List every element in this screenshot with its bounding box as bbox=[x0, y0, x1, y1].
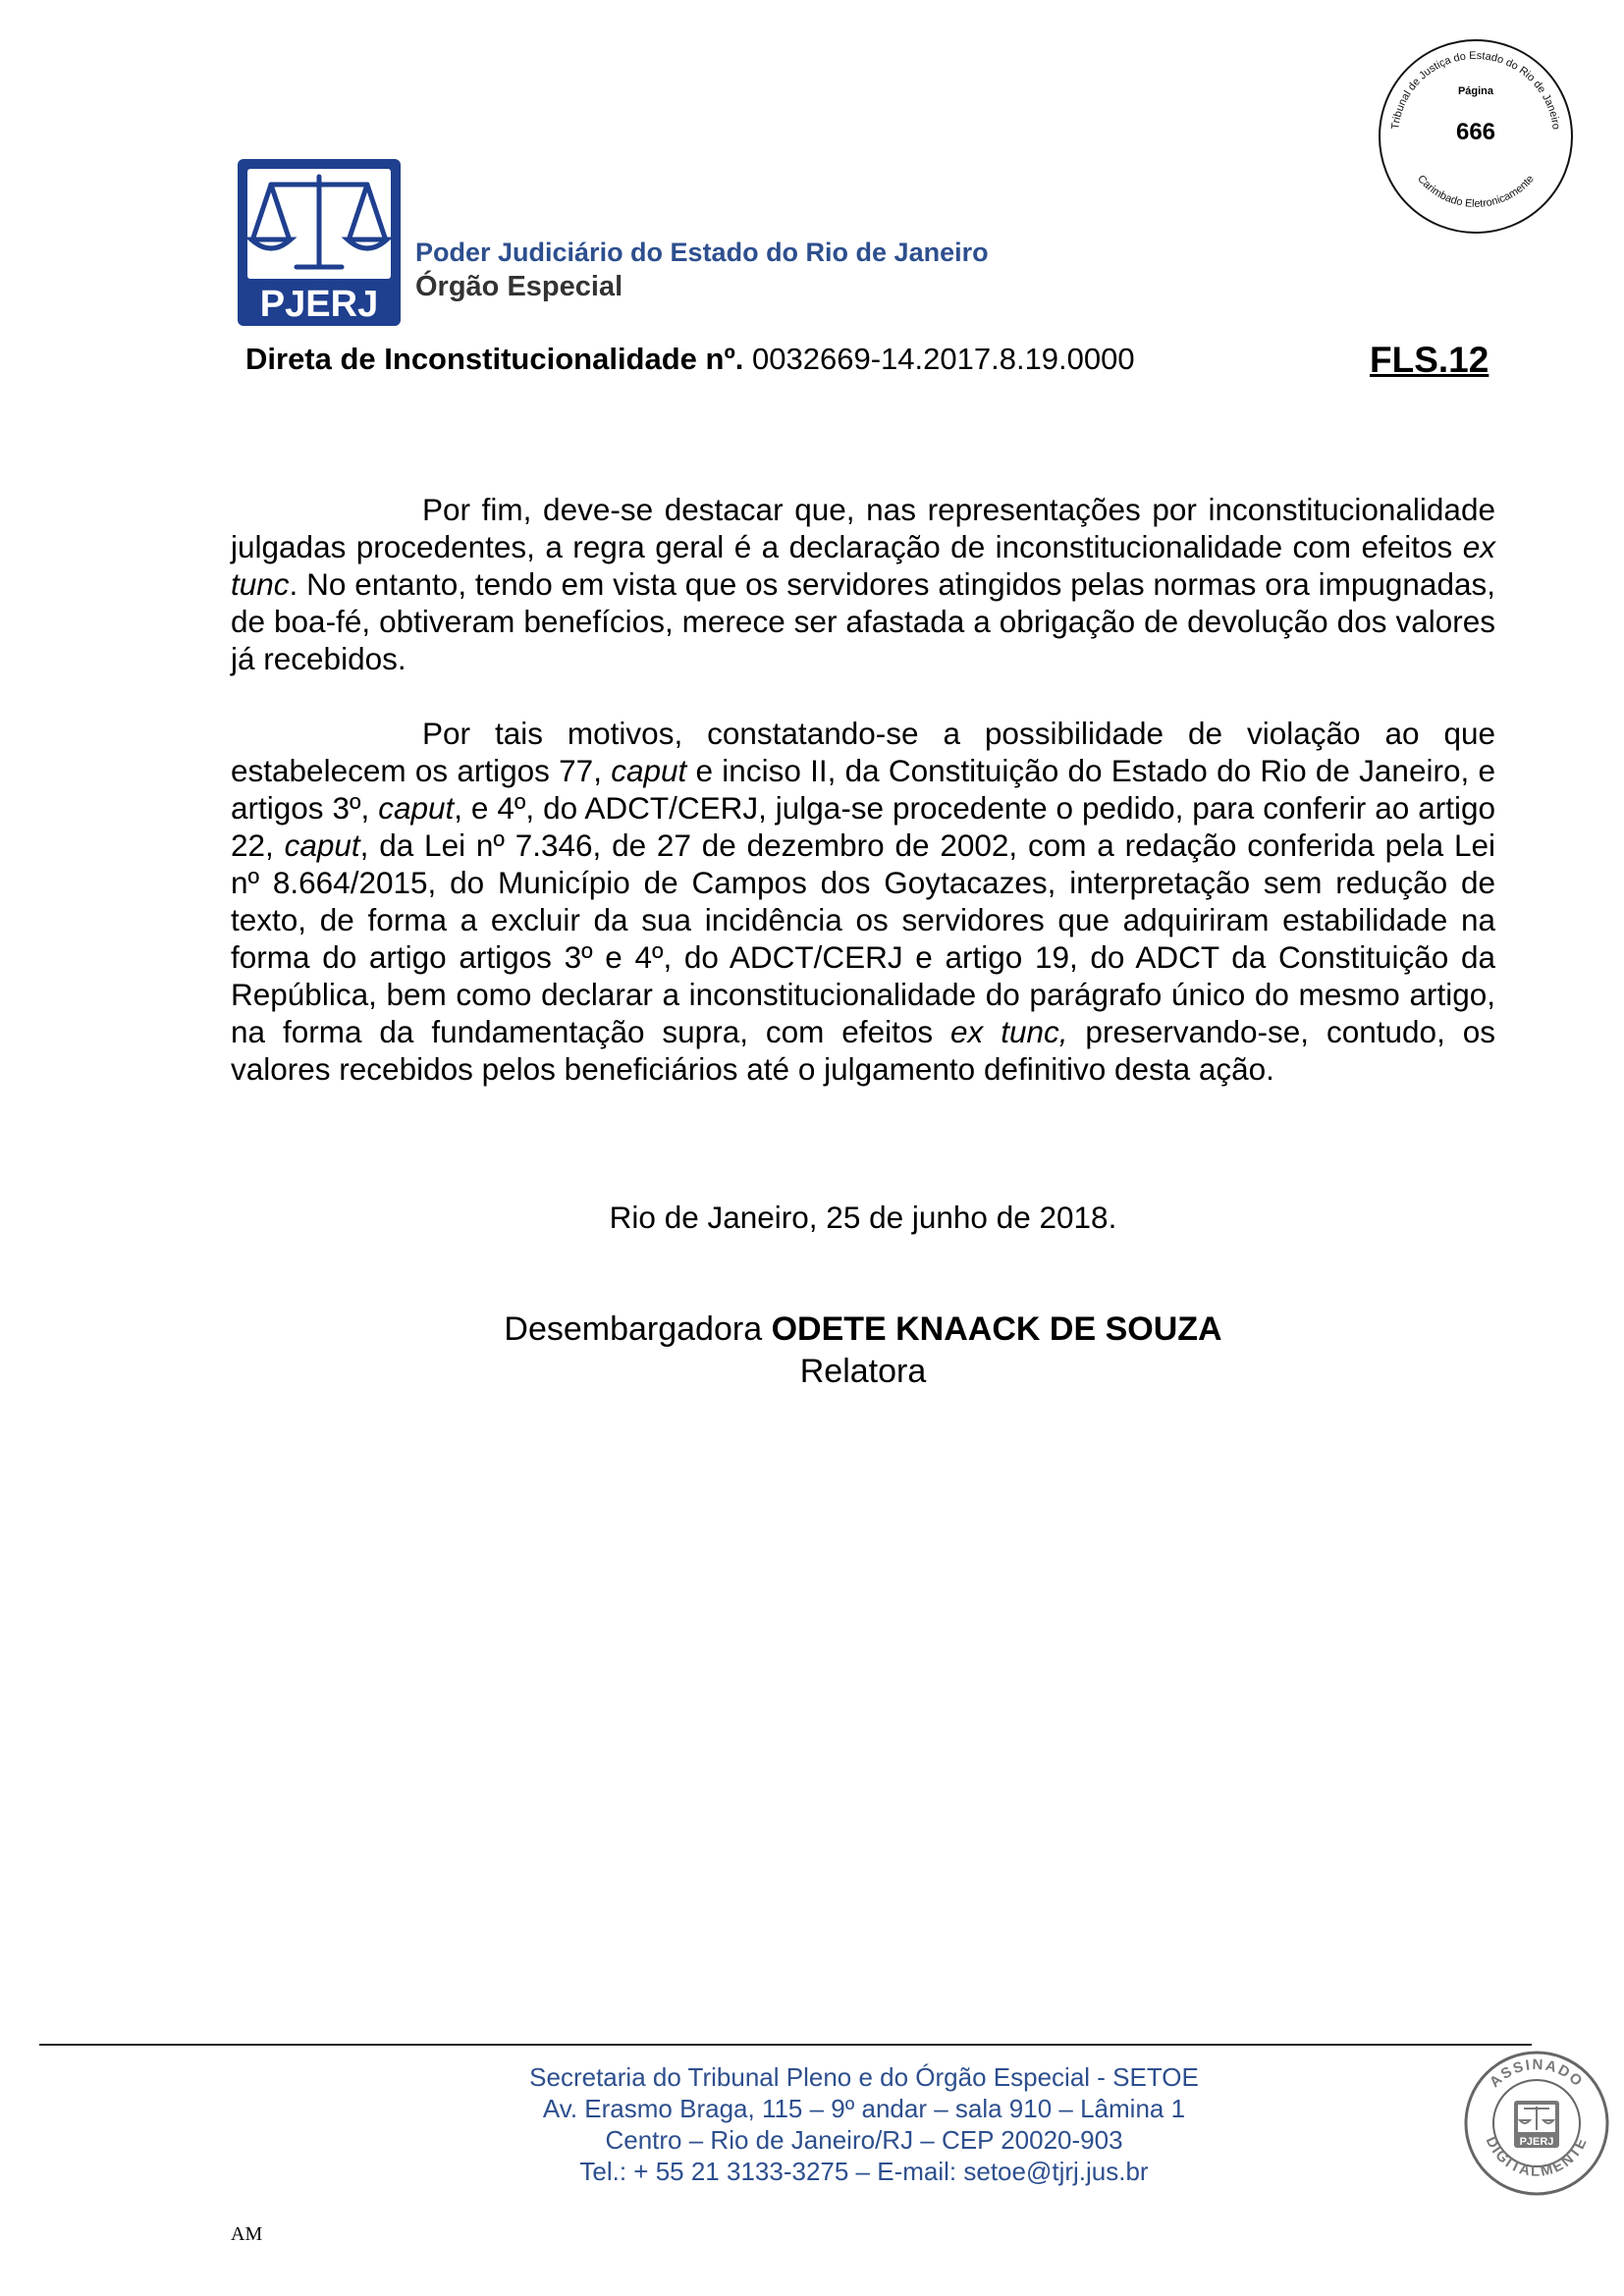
footer-line-3: Centro – Rio de Janeiro/RJ – CEP 20020-903 bbox=[605, 2125, 1123, 2155]
pjerj-logo bbox=[238, 159, 401, 326]
signer-title: Desembargadora bbox=[504, 1310, 763, 1348]
text-run: ex tunc bbox=[231, 529, 1495, 602]
court-name: Poder Judiciário do Estado do Rio de Janeiro bbox=[415, 238, 989, 267]
svg-text:Tribunal de Justiça do Estado: Tribunal de Justiça do Estado do Rio de Janeiro bbox=[1389, 49, 1562, 131]
text-run: Por tais motivos, constatando-se a possibilidade de violação ao que estabelecem os artigos 77, bbox=[231, 716, 1495, 788]
text-run: caput bbox=[611, 753, 687, 788]
footer-divider bbox=[39, 2044, 1532, 2046]
text-run: preservando-se, contudo, os valores recebidos pelos beneficiários até o julgamento definitivo desta ação. bbox=[231, 1014, 1495, 1087]
case-line bbox=[245, 342, 1135, 377]
stamp-label: Página bbox=[1457, 85, 1494, 97]
text-run: . No entanto, tendo em vista que os servidores atingidos pelas normas ora impugnadas, de boa-fé, obtiveram benefícios, merece ser afastada a obrigação de devolução dos valores já recebidos. bbox=[231, 566, 1495, 676]
text-run: ex tunc, bbox=[950, 1014, 1068, 1049]
text-run: Por fim, deve-se destacar que, nas representações por inconstitucionalidade julgadas procedentes, a regra geral é a declaração de inconstitucionalidade com efeitos bbox=[231, 492, 1495, 564]
signature-line bbox=[231, 1310, 1495, 1349]
svg-text:DIGITALMENTE: DIGITALMENTE bbox=[1482, 2134, 1592, 2180]
electronic-page-stamp bbox=[1377, 37, 1575, 236]
footer-line-2: Av. Erasmo Braga, 115 – 9º andar – sala 910 – Lâmina 1 bbox=[542, 2094, 1186, 2123]
stamp-page-number: 666 bbox=[1455, 119, 1496, 145]
case-label: Direta de Inconstitucionalidade nº. bbox=[245, 342, 744, 376]
date-line: Rio de Janeiro, 25 de junho de 2018. bbox=[609, 1200, 1117, 1235]
text-run: caput bbox=[378, 790, 455, 826]
digital-signature-seal bbox=[1463, 2050, 1610, 2197]
text-run: caput bbox=[284, 828, 360, 863]
text-run: , e 4º, do ADCT/CERJ, julga-se procedente o pedido, para conferir ao artigo 22, bbox=[231, 790, 1495, 863]
text-run: , da Lei nº 7.346, de 27 de dezembro de 2002, com a redação conferida pela Lei nº 8.664/2015, do Município de Campos dos Goytacazes, interpretação sem redução de texto, de forma a excluir da sua incidência os servidores que adquiriram estabilidade na forma do artigo artigos 3º e 4º, do ADCT/CERJ e artigo 19, do ADCT da Constituição da República, bem como declarar a inconstitucionalidade do parágrafo único do mesmo artigo, na forma da fundamentação supra, com efeitos bbox=[231, 828, 1495, 1049]
court-division: Órgão Especial bbox=[415, 271, 623, 302]
svg-text:ASSINADO: ASSINADO bbox=[1486, 2056, 1588, 2092]
typist-initials: AM bbox=[231, 2223, 263, 2245]
signer-role: Relatora bbox=[799, 1353, 927, 1390]
svg-text:PJERJ: PJERJ bbox=[259, 284, 379, 325]
signer-name: ODETE KNAACK DE SOUZA bbox=[771, 1310, 1222, 1348]
svg-text:Carimbado Eletronicamente: Carimbado Eletronicamente bbox=[1415, 173, 1537, 210]
footer-line-1: Secretaria do Tribunal Pleno e do Órgão Especial - SETOE bbox=[529, 2062, 1199, 2092]
case-number: 0032669-14.2017.8.19.0000 bbox=[752, 342, 1135, 376]
paragraph-1 bbox=[231, 491, 1495, 677]
fls-page-ref: FLS.12 bbox=[1370, 340, 1489, 380]
text-run: e inciso II, da Constituição do Estado do Rio de Janeiro, e artigos 3º, bbox=[231, 753, 1495, 826]
footer-line-4: Tel.: + 55 21 3133-3275 – E-mail: setoe@tjrj.jus.br bbox=[579, 2157, 1149, 2186]
paragraph-2 bbox=[231, 715, 1495, 1088]
svg-text:PJERJ: PJERJ bbox=[1519, 2136, 1554, 2148]
